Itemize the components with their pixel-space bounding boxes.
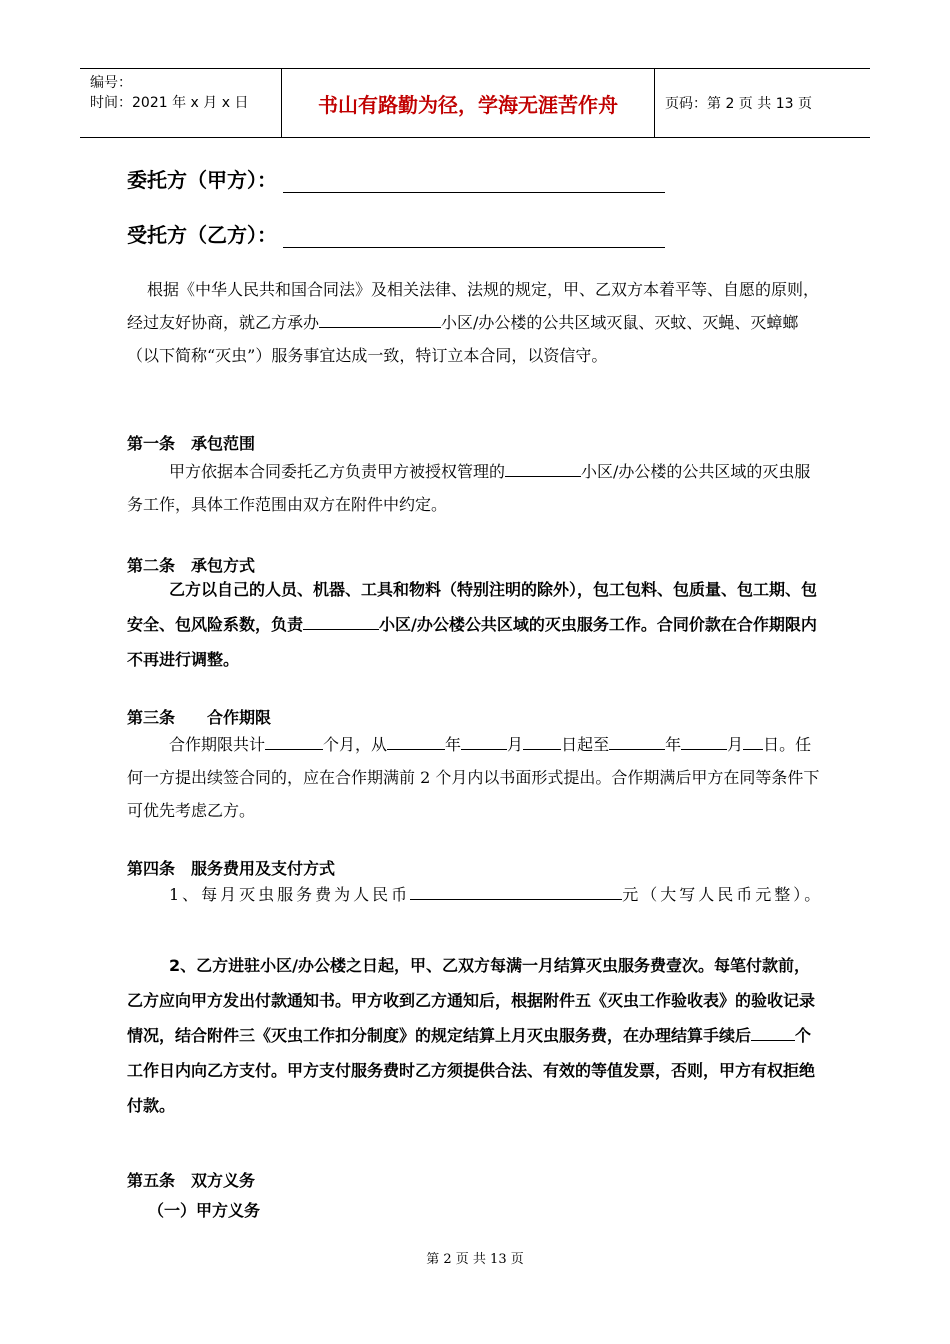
page-footer: 第 2 页 共 13 页 [426, 1252, 524, 1267]
article-3-text-5: 日起至 [561, 735, 610, 754]
contractor-blank[interactable] [283, 225, 665, 248]
article-4-item-2 [127, 948, 825, 1123]
preamble-text-1: 根据《中华人民共和国合同法》及相关法律、法规的规定，甲、乙双方本着平等、自愿的原则，经过友好协商，就乙方承办 [127, 280, 820, 332]
article-1-text-2: 小区/办公楼的公共区域的灭虫服务工作，具体工作范围由双方在附件中约定。 [127, 462, 811, 514]
end-day-blank[interactable] [743, 733, 763, 750]
term-months-blank[interactable] [265, 733, 323, 750]
article-4-item-1 [127, 878, 825, 911]
client-party [127, 164, 665, 193]
start-day-blank[interactable] [523, 733, 561, 750]
end-year-blank[interactable] [609, 733, 665, 750]
client-label: 委托方（甲方）： [127, 168, 277, 192]
article-5-title: 第五条 双方义务 [127, 1171, 256, 1190]
header-page-info: 页码：第 2 页 共 13 页 [665, 96, 812, 112]
article-3-text-7: 月 [727, 735, 744, 754]
preamble-blank[interactable] [319, 311, 441, 328]
article-3-text-6: 年 [665, 735, 682, 754]
end-month-blank[interactable] [681, 733, 727, 750]
preamble-text-2: 小区/办公楼的公共区域灭鼠、灭蚊、灭蝇、灭蟑螂（以下简称“灭虫”）服务事宜达成一致，特订立本合同，以资信守。 [127, 313, 799, 365]
article-3-body [127, 728, 825, 827]
settlement-text-2: 个工作日内向乙方支付。甲方支付服务费时乙方须提供合法、有效的等值发票，否则，甲方有权拒绝付款。 [127, 1026, 816, 1115]
article-3-text-2: 个月，从 [323, 735, 388, 754]
article-3-text-8: 日。任何一方提出续签合同的，应在合作期满前 2 个月内以书面形式提出。合作期满后甲方在同等条件下可优先考虑乙方。 [127, 735, 820, 820]
article-1-body [127, 455, 825, 521]
header-meta [80, 69, 282, 137]
number-label: 编号： [90, 75, 132, 91]
payment-days-blank[interactable] [751, 1024, 795, 1041]
article-1-blank[interactable] [505, 460, 581, 477]
contractor-label: 受托方（乙方）： [127, 223, 277, 247]
client-blank[interactable] [283, 170, 665, 193]
article-1-text-1: 甲方依据本合同委托乙方负责甲方被授权管理的 [169, 462, 506, 481]
article-4-title: 第四条 服务费用及支付方式 [127, 859, 336, 878]
article-2-title: 第二条 承包方式 [127, 556, 256, 575]
fee-text-2: 元（大写人民币 [622, 885, 756, 904]
settlement-text-1: 2、乙方进驻小区/办公楼之日起，甲、乙双方每满一月结算灭虫服务费壹次。每笔付款前，乙方应向甲方发出付款通知书。甲方收到乙方通知后，根据附件五《灭虫工作验收表》的验收记录情况，结合附件三《灭虫工作扣分制度》的规定结算上月灭虫服务费，在办理结算手续后 [127, 956, 816, 1045]
article-2-text-2: 小区/办公楼公共区域的灭虫服务工作。合同价款在合作期限内不再进行调整。 [127, 615, 817, 669]
contractor-party [127, 219, 665, 248]
page-header [80, 68, 870, 138]
party-a-obligations-heading: （一）甲方义务 [148, 1201, 261, 1220]
article-3-title: 第三条 合作期限 [127, 708, 272, 727]
start-year-blank[interactable] [387, 733, 445, 750]
fee-text-1: 1、每月灭虫服务费为人民币 [169, 885, 411, 904]
header-motto: 书山有路勤为径，学海无涯苦作舟 [282, 69, 655, 137]
preamble-paragraph [127, 273, 825, 372]
article-3-text-3: 年 [445, 735, 462, 754]
fee-text-3: 元整）。 [755, 885, 824, 904]
start-month-blank[interactable] [461, 733, 507, 750]
article-2-body [127, 572, 825, 677]
article-2-blank[interactable] [303, 613, 379, 630]
article-2-text-1: 乙方以自己的人员、机器、工具和物料（特别注明的除外），包工包料、包质量、包工期、包安全、包风险系数，负责 [127, 580, 818, 634]
time-label: 时间：2021 年 x 月 x 日 [90, 95, 249, 111]
monthly-fee-blank[interactable] [410, 883, 622, 900]
article-3-text-1: 合作期限共计 [169, 735, 266, 754]
article-3-text-4: 月 [507, 735, 524, 754]
article-1-title: 第一条 承包范围 [127, 434, 256, 453]
